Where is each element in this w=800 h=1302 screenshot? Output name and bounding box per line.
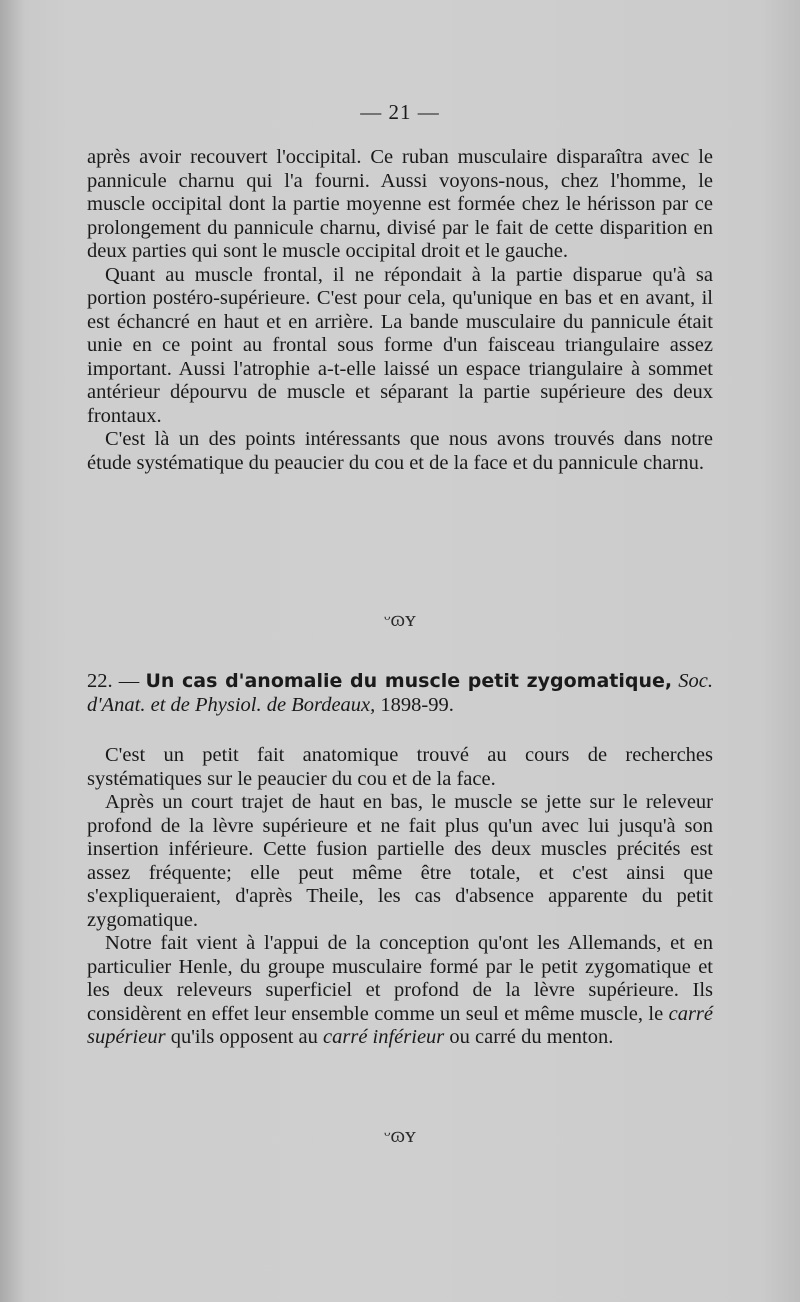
paragraph-6-text-2: qu'ils opposent au (170, 1026, 318, 1048)
entry-source-1: Soc. (678, 670, 714, 692)
section-1-text (87, 146, 713, 475)
paragraph-4: C'est un petit fait anatomique trouvé au cours de recherches systématiques sur le peaucier du cou et de la face. (87, 744, 713, 790)
entry-number: 22. — (87, 670, 140, 692)
paragraph-6-text-3: ou carré du menton. (449, 1026, 614, 1048)
paragraph-2: Quant au muscle frontal, il ne répondait à la partie disparue qu'à sa portion postéro-supérieure. C'est pour cela, qu'unique en bas et en avant, il est échancré en haut et en arrière. La bande musculaire du pannicule était unie en ce point au frontal sous forme d'un faisceau triangulaire assez important. Aussi l'atrophie a-t-elle laissé un espace triangulaire à sommet antérieur dépourvu de muscle et séparant la partie supérieure des deux frontaux. (87, 263, 713, 427)
ornament-divider-2: ᵕɷʏ (384, 1122, 416, 1147)
page-number: — 21 — (360, 100, 440, 124)
paragraph-1: après avoir recouvert l'occipital. Ce ruban musculaire disparaîtra avec le pannicule charnu qui l'a fourni. Aussi voyons-nous, chez l'homme, le muscle occipital dont la partie moyenne est formée chez le hérisson par ce prolongement du pannicule charnu, divisé par le fait de cette disparition en deux parties qui sont le muscle occipital droit et le gauche. (87, 146, 713, 262)
paragraph-3: C'est là un des points intéressants que nous avons trouvés dans notre étude systématique du peaucier du cou et de la face et du pannicule charnu. (87, 428, 713, 474)
section-2-text (87, 744, 713, 1050)
paragraph-5: Après un court trajet de haut en bas, le muscle se jette sur le releveur profond de la lèvre supérieure et ne fait plus qu'un avec lui jusqu'à son insertion inférieure. Cette fusion partielle des deux muscles précités est assez fréquente; elle peut même être totale, et c'est ainsi que s'expliqueraient, d'après Theile, les cas d'absence apparente du petit zygomatique. (87, 791, 713, 931)
entry-source-2: d'Anat. et de Physiol. de Bordeaux, (87, 693, 376, 716)
paragraph-6-italic-1: carré supérieur (87, 1002, 713, 1048)
paragraph-6 (87, 932, 713, 1050)
ornament-divider-1: ᵕɷʏ (384, 606, 416, 631)
entry-22-title (87, 670, 713, 717)
entry-year: 1898-99. (380, 693, 454, 716)
entry-title: Un cas d'anomalie du muscle petit zygomatique, (145, 670, 673, 692)
paragraph-6-text-1: Notre fait vient à l'appui de la conception qu'ont les Allemands, et en particulier Henle, du groupe musculaire formé par le petit zygomatique et les deux releveurs superficiel et profond de la lèvre supérieure. Ils considèrent en effet leur ensemble comme un seul et même muscle, le (87, 932, 713, 1025)
paragraph-6-italic-2: carré inférieur (323, 1026, 445, 1048)
